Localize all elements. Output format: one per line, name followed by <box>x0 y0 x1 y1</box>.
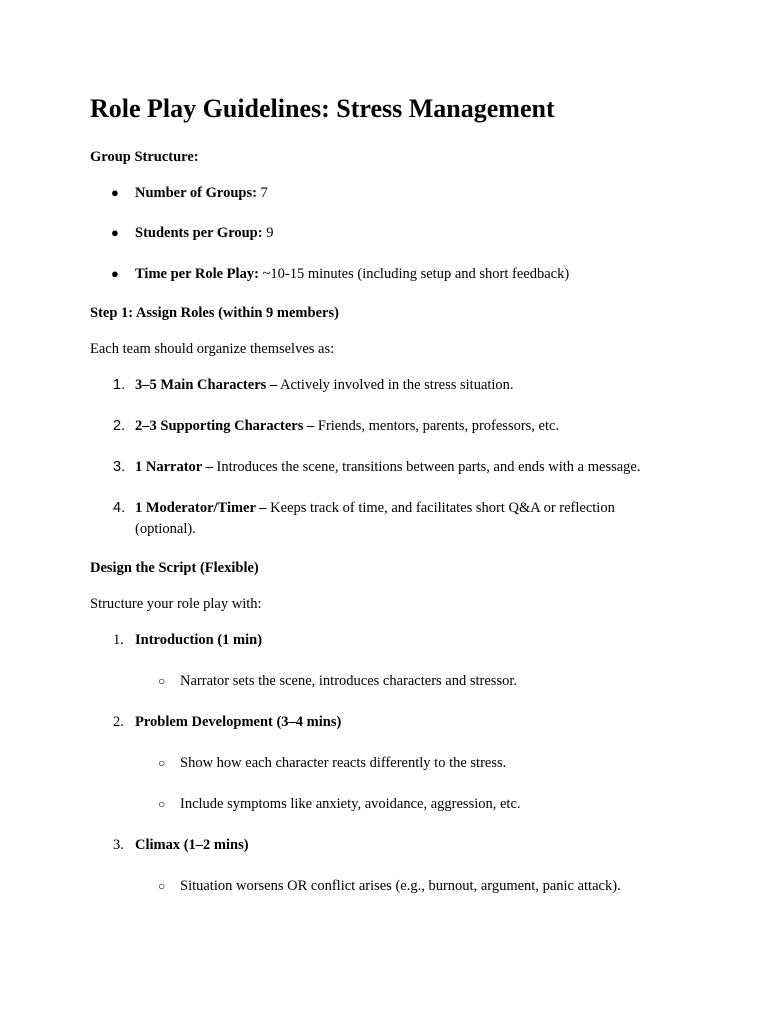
list-item <box>135 630 262 650</box>
list-item-continuation: (optional). <box>135 521 196 537</box>
item-label: Number of Groups: <box>135 185 257 201</box>
list-number: 1. <box>113 632 124 648</box>
item-label: Time per Role Play: <box>135 266 259 282</box>
bullet-marker: ● <box>111 225 119 240</box>
item-value: 7 <box>256 185 268 201</box>
list-item <box>135 416 559 436</box>
item-label: 3–5 Main Characters – <box>135 377 278 393</box>
list-number: 1. <box>113 377 126 393</box>
script-heading: Design the Script (Flexible) <box>90 560 259 576</box>
bullet-marker: ● <box>111 266 119 281</box>
sub-bullet-marker: ○ <box>158 879 166 893</box>
list-item <box>135 457 640 477</box>
item-label: Problem Development (3–4 mins) <box>135 714 342 730</box>
item-label: Students per Group: <box>135 225 263 241</box>
item-label: 1 Narrator – <box>135 459 213 475</box>
group-structure-heading: Group Structure: <box>90 149 199 165</box>
list-item <box>135 264 569 284</box>
list-number: 4. <box>113 500 126 516</box>
list-number: 2. <box>113 714 124 730</box>
item-text: Introduces the scene, transitions between parts, and ends with a message. <box>212 459 641 475</box>
item-value: 9 <box>262 225 274 241</box>
item-label: Introduction (1 min) <box>135 632 263 648</box>
list-item <box>135 375 514 395</box>
sub-list-item: Situation worsens OR conflict arises (e.g., burnout, argument, panic attack). <box>180 878 621 894</box>
item-label: Climax (1–2 mins) <box>135 837 249 853</box>
page-title: Role Play Guidelines: Stress Management <box>90 94 555 123</box>
item-text: Keeps track of time, and facilitates short Q&A or reflection <box>266 500 615 516</box>
step1-intro: Each team should organize themselves as: <box>90 341 335 357</box>
list-number: 2. <box>113 418 126 434</box>
item-text: Actively involved in the stress situation. <box>277 377 514 393</box>
list-item <box>135 183 268 203</box>
item-label: 1 Moderator/Timer – <box>135 500 267 516</box>
list-number: 3. <box>113 837 124 853</box>
list-item <box>135 712 341 732</box>
sub-bullet-marker: ○ <box>158 756 166 770</box>
step1-heading: Step 1: Assign Roles (within 9 members) <box>90 305 339 321</box>
sub-list-item: Narrator sets the scene, introduces characters and stressor. <box>180 673 517 689</box>
item-value: ~10-15 minutes (including setup and short feedback) <box>258 266 570 282</box>
list-number: 3. <box>113 459 126 475</box>
sub-bullet-marker: ○ <box>158 797 166 811</box>
sub-list-item: Show how each character reacts differently to the stress. <box>180 755 507 771</box>
list-item <box>135 223 273 243</box>
sub-list-item: Include symptoms like anxiety, avoidance, aggression, etc. <box>180 796 521 812</box>
list-item <box>135 835 249 855</box>
item-label: 2–3 Supporting Characters – <box>135 418 315 434</box>
bullet-marker: ● <box>111 185 119 200</box>
sub-bullet-marker: ○ <box>158 674 166 688</box>
item-text: Friends, mentors, parents, professors, etc. <box>314 418 560 434</box>
script-intro: Structure your role play with: <box>90 596 262 612</box>
list-item <box>135 498 615 518</box>
